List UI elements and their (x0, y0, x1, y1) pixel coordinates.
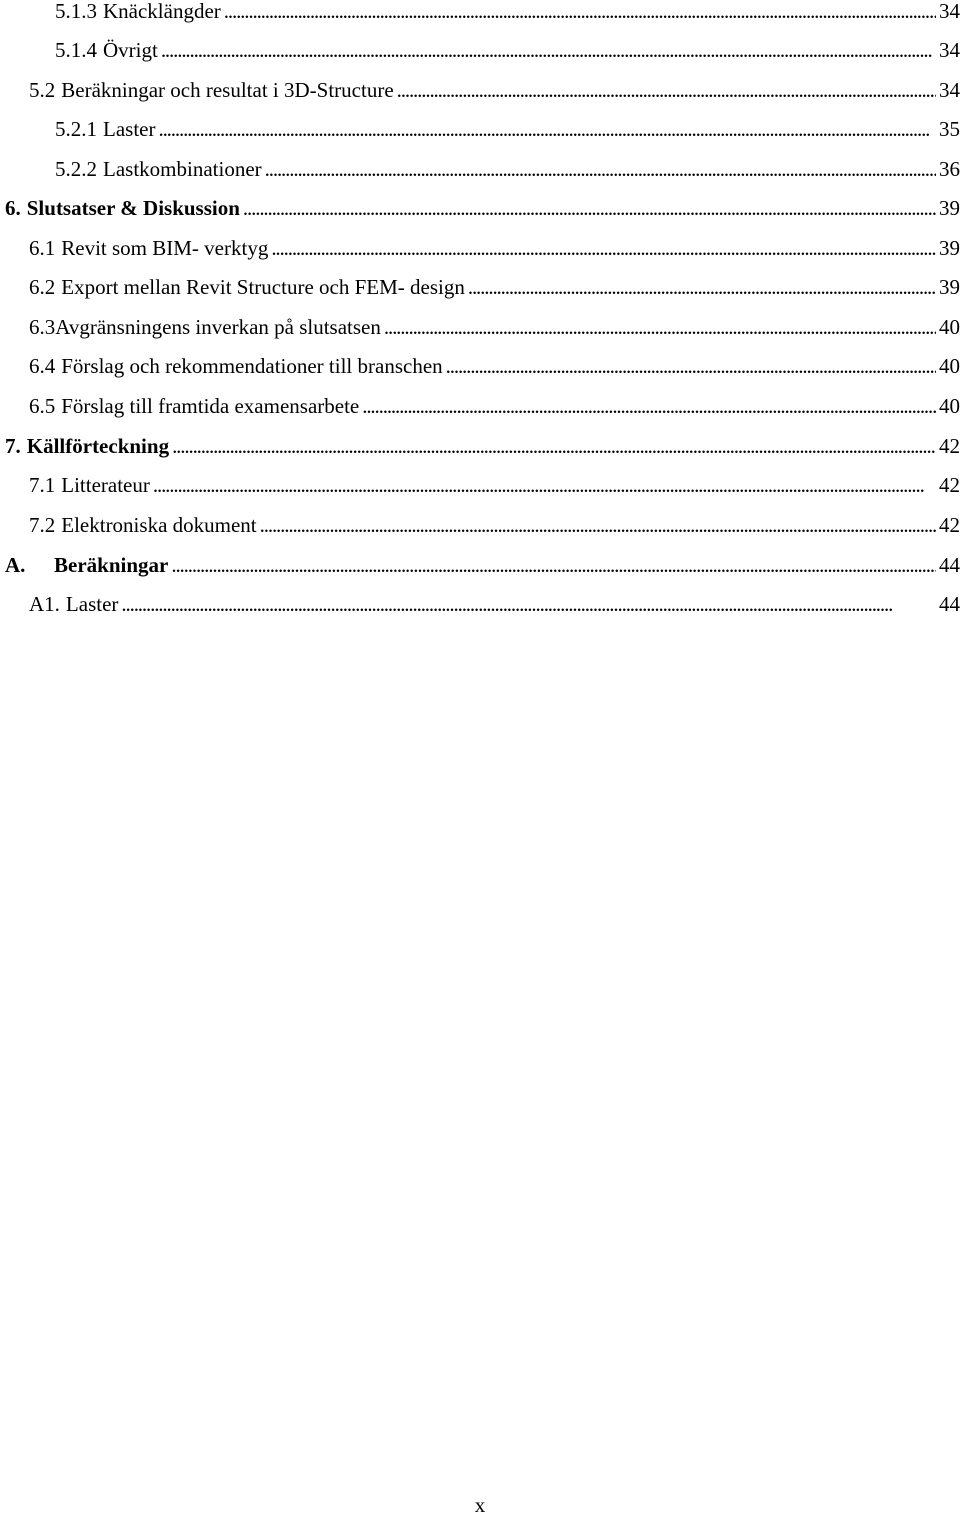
toc-leader-dots (384, 312, 936, 342)
toc-entry-title: Lastkombinationer (103, 157, 262, 181)
toc-chapter[interactable] (5, 431, 960, 461)
toc-entry-page: 39 (939, 196, 960, 220)
toc-entry-page: 34 (939, 78, 960, 102)
toc-leader-dots (161, 35, 936, 65)
toc-leader-dots (446, 351, 936, 381)
toc-entry-title: Avgränsningens inverkan på slutsatsen (55, 315, 381, 339)
toc-entry-number: 5.1.3 (55, 0, 97, 23)
toc-entry[interactable] (29, 272, 960, 302)
toc-entry-page: 39 (939, 236, 960, 260)
toc-entry-title: Knäcklängder (103, 0, 221, 23)
toc-leader-dots (265, 154, 936, 184)
toc-entry-title: Revit som BIM- verktyg (61, 236, 269, 260)
toc-entry-number: A. (5, 553, 26, 577)
toc-entry[interactable] (55, 114, 960, 144)
toc-entry-page: 40 (939, 394, 960, 418)
toc-leader-dots (171, 550, 936, 580)
toc-appendix[interactable] (5, 550, 960, 580)
toc-entry[interactable] (29, 75, 960, 105)
toc-leader-dots (153, 470, 936, 500)
toc-entry-title: Laster (65, 592, 119, 616)
toc-leader-dots (271, 233, 936, 263)
toc-entry-number: 5.2.2 (55, 157, 97, 181)
toc-entry-page: 39 (939, 275, 960, 299)
toc-entry-title: Export mellan Revit Structure och FEM- design (61, 275, 465, 299)
toc-entry-page: 40 (939, 315, 960, 339)
toc-entry-title: Övrigt (103, 38, 158, 62)
toc-entry[interactable] (55, 0, 960, 26)
toc-entry-number: 6.4 (29, 354, 56, 378)
toc-entry-page: 35 (939, 117, 960, 141)
toc-entry[interactable] (29, 510, 960, 540)
toc-entry-page: 42 (939, 473, 960, 497)
toc-entry[interactable] (29, 312, 960, 342)
toc-entry-number: 7.2 (29, 513, 56, 537)
toc-entry-title: Slutsatser & Diskussion (26, 196, 240, 220)
toc-entry-number: 5.2 (29, 78, 56, 102)
toc-entry-number: 6.5 (29, 394, 56, 418)
toc-entry[interactable] (29, 351, 960, 381)
toc-entry-number: 5.1.4 (55, 38, 97, 62)
toc-entry-page: 42 (939, 434, 960, 458)
toc-entry-page: 42 (939, 513, 960, 537)
toc-entry-number: 6.3 (29, 315, 56, 339)
page-number: x (474, 1493, 486, 1517)
toc-entry-number: 6.2 (29, 275, 56, 299)
toc-entry-page: 36 (939, 157, 960, 181)
toc-entry-page: 34 (939, 38, 960, 62)
toc-leader-dots (243, 193, 936, 223)
toc-entry[interactable] (55, 154, 960, 184)
toc-entry-title: Litterateur (61, 473, 150, 497)
toc-chapter[interactable] (5, 193, 960, 223)
toc-entry-page: 44 (939, 592, 960, 616)
toc-entry[interactable] (29, 233, 960, 263)
toc-leader-dots (397, 75, 936, 105)
toc-entry[interactable] (29, 391, 960, 421)
toc-leader-dots (172, 431, 936, 461)
toc-entry-title: Laster (103, 117, 156, 141)
toc-entry-title: Källförteckning (26, 434, 170, 458)
toc-entry-number: 6. (5, 196, 21, 220)
toc-entry-number: 7. (5, 434, 21, 458)
toc-entry-number: 7.1 (29, 473, 56, 497)
toc-entry-page: 34 (939, 0, 960, 23)
toc-entry-title: Förslag till framtida examensarbete (61, 394, 360, 418)
toc-leader-dots (121, 589, 936, 619)
toc-entry-number: A1. (29, 592, 60, 616)
toc-entry[interactable] (29, 470, 960, 500)
toc-entry-page: 44 (939, 553, 960, 577)
toc-entry[interactable] (55, 35, 960, 65)
toc-leader-dots (362, 391, 936, 421)
toc-leader-dots (158, 114, 936, 144)
toc-entry-number: 6.1 (29, 236, 56, 260)
toc-entry-title: Förslag och rekommendationer till branschen (61, 354, 443, 378)
toc-entry-title: Beräkningar och resultat i 3D-Structure (61, 78, 394, 102)
toc-leader-dots (468, 272, 936, 302)
toc-leader-dots (260, 510, 936, 540)
toc-leader-dots (224, 0, 936, 26)
toc-entry-title: Beräkningar (54, 553, 169, 577)
toc-entry-number: 5.2.1 (55, 117, 97, 141)
toc-entry[interactable] (29, 589, 960, 619)
toc-entry-page: 40 (939, 354, 960, 378)
toc-entry-title: Elektroniska dokument (61, 513, 257, 537)
